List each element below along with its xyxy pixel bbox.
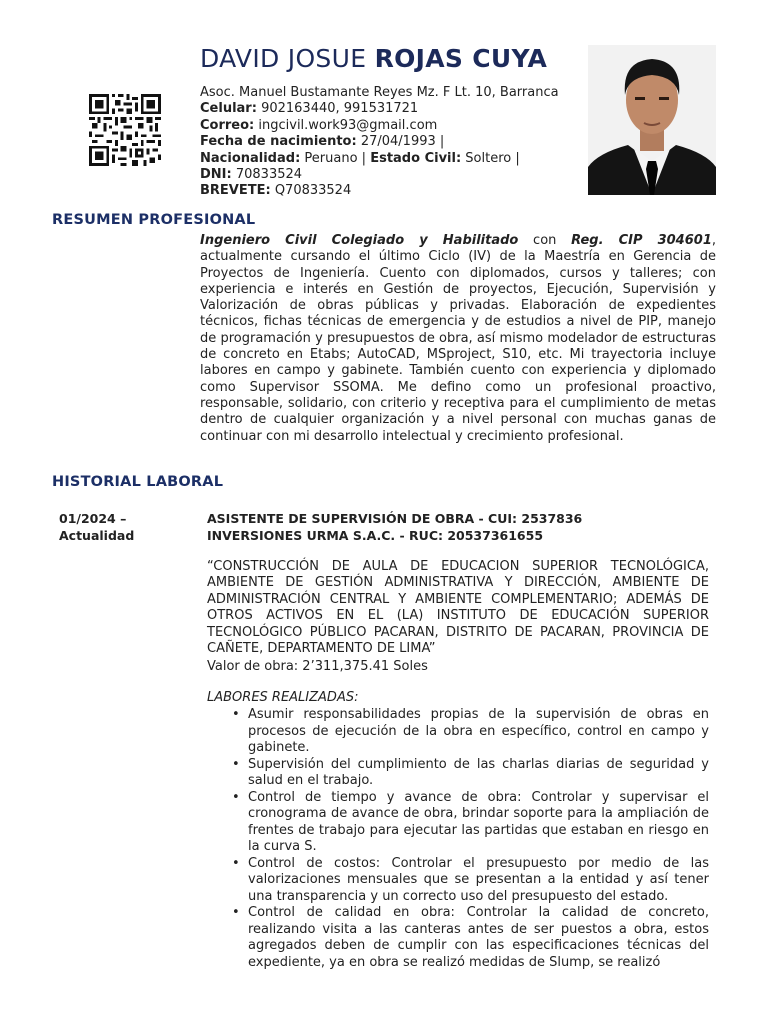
task-list [248,707,709,971]
list-item: • Supervisión del cumplimiento de las charlas diarias de seguridad y salud en el trabajo. [248,757,709,790]
list-item: • Control de tiempo y avance de obra: Controlar y supervisar el cronograma de avance de obra, brindar soporte para la ampliación de frentes de trabajo para ejecutar las partidas que estaban en riesgo en la curva S. [248,790,709,856]
email-value: ingcivil.work93@gmail.com [258,117,438,133]
email-line [200,118,559,134]
profile-photo [588,45,716,195]
job-position: ASISTENTE DE SUPERVISIÓN DE OBRA - CUI: 2537836 [207,511,583,526]
candidate-name [200,44,547,73]
dni-label: DNI: [200,167,232,183]
tasks-title: LABORES REALIZADAS: [207,690,359,705]
phone-line [200,101,559,117]
list-item: • Control de calidad en obra: Controlar la calidad de concreto, realizando visita a las canteras antes de ser puestos a obra, estos agregados deben de cumplir con las especificaciones técnicas del expediente, ya en obra se realizó medidas de Slump, se realizó [248,905,709,971]
contact-info [200,85,559,200]
summary-lead: Ingeniero Civil Colegiado y Habilitado [200,233,519,248]
civil-status-label: Estado Civil: [370,150,462,166]
phone-value: 902163440, 991531721 [261,101,419,117]
job-project: “CONSTRUCCIÓN DE AULA DE EDUCACION SUPERIOR TECNOLÓGICA, AMBIENTE DE GESTIÓN ADMINISTRATIVA Y DIRECCIÓN, AMBIENTE DE ADMINISTRACIÓN CENTRAL Y AMBIENTE COMPLEMENTARIO; ADEMÁS DE OTROS ACTIVOS EN EL (LA) INSTITUTO DE EDUCACIÓN SUPERIOR TECNOLÓGICO PÚBLICO PACARAN, DISTRITO DE PACARAN, PROVINCIA DE CAÑETE, DEPARTAMENTO DE LIMA” [207,559,709,657]
dni-value: 70833524 [235,167,303,183]
birth-label: Fecha de nacimiento: [200,134,357,150]
summary-title: RESUMEN PROFESIONAL [52,212,256,228]
job-date-end: Actualidad [59,527,135,543]
birth-line [200,134,559,150]
summary-body: , actualmente cursando el último Ciclo (IV) de la Maestría en Gerencia de Proyectos de Ingeniería. Cuento con diplomados, cursos y talleres; con experiencia e interés en Gestión de proyectos, Ejecución, Supervisión y Valorización de obras públicas y privadas. Elaboración de expedientes técnicos, fichas técnicas de emergencia y de estudios a nivel de PIP, manejo de programación y presupuestos de obra, así mismo modelador de estructuras de concreto en Etabs; AutoCAD, MSproject, S10, etc. Mi trayectoria incluye labores en campo y gabinete. También cuento con experiencia y diplomado como Supervisor SSOMA. Me defino como un profesional proactivo, responsable, solidario, con criterio y receptiva para el cumplimiento de metas dentro de cualquier organización y a nivel personal con muchas ganas de continuar con mi desarrollo intelectual y crecimiento profesional. [200,233,717,444]
email-label: Correo: [200,117,255,133]
summary-text [200,233,716,445]
birth-value: 27/04/1993 | [360,134,445,150]
license-value: Q70833524 [274,183,352,199]
nationality-value: Peruano | [304,150,367,166]
job-dates [59,511,134,544]
job-value: Valor de obra: 2’311,375.41 Soles [207,659,428,674]
job-date-start: 01/2024 – [59,511,127,526]
summary-connector: con [533,233,557,248]
qr-code-icon [89,94,161,166]
nationality-label: Nacionalidad: [200,150,301,166]
list-item: • Control de costos: Controlar el presupuesto por medio de las valorizaciones mensuales que se presentan a la entidad y así tener una transparencia y un correcto uso del presupuesto del estado. [248,856,709,906]
list-item: • Asumir responsabilidades propias de la supervisión de obras en procesos de ejecución de la obra en específico, control en campo y gabinete. [248,707,709,757]
nationality-line [200,151,559,167]
address: Asoc. Manuel Bustamante Reyes Mz. F Lt. 10, Barranca [200,85,559,100]
cip-number: Reg. CIP 304601 [571,233,712,248]
phone-label: Celular: [200,101,257,117]
history-title: HISTORIAL LABORAL [52,474,224,490]
job-company: INVERSIONES URMA S.A.C. - RUC: 20537361655 [207,527,544,543]
license-line [200,183,559,199]
job-header [207,511,582,544]
civil-status-value: Soltero | [465,150,520,166]
dni-line [200,167,559,183]
last-names: ROJAS CUYA [374,44,548,73]
license-label: BREVETE: [200,183,271,199]
first-names: DAVID JOSUE [200,44,367,73]
